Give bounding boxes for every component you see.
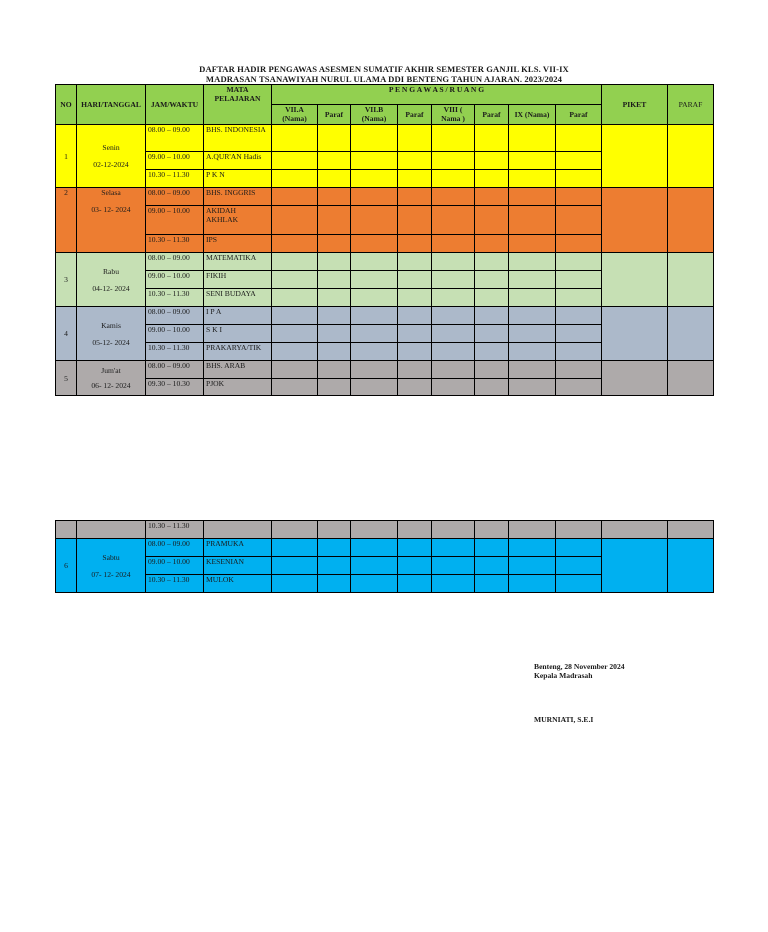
table-row	[56, 361, 714, 379]
time-cell: 10.30 – 11.30	[146, 235, 204, 253]
day-date: 04-12- 2024	[92, 283, 130, 293]
row-no: 1	[56, 125, 77, 188]
subject-cell: PRAMUKA	[204, 539, 272, 557]
subject-cell: IPS	[204, 235, 272, 253]
day-name: Jum'at	[101, 366, 121, 375]
subject-cell: MULOK	[204, 575, 272, 593]
header-viia: VII.A (Nama)	[272, 105, 318, 125]
day-name: Kamis	[101, 320, 121, 330]
table-row	[56, 521, 714, 539]
day-cell	[77, 361, 146, 396]
time-cell: 10.30 – 11.30	[146, 289, 204, 307]
header-ix: IX (Nama)	[509, 105, 556, 125]
subject-cell: A.QUR'AN Hadis	[204, 152, 272, 170]
subject-cell: SENI BUDAYA	[204, 289, 272, 307]
header-no: NO	[56, 85, 77, 125]
subject-cell: BHS. ARAB	[204, 361, 272, 379]
time-cell: 08.00 – 09.00	[146, 253, 204, 271]
subject-cell: PJOK	[204, 379, 272, 396]
subject-cell: BHS. INGGRIS	[204, 188, 272, 206]
header-row-1	[56, 85, 714, 105]
signature-position: Kepala Madrasah	[534, 671, 593, 680]
subject-cell: AKIDAH AKHLAK	[204, 206, 272, 235]
time-cell: 09.30 – 10.30	[146, 379, 204, 396]
time-cell: 08.00 – 09.00	[146, 188, 204, 206]
time-cell: 09.00 – 10.00	[146, 325, 204, 343]
document-title	[0, 64, 768, 84]
row-no: 5	[56, 361, 77, 396]
day-cell	[77, 188, 146, 253]
header-paraf-4: Paraf	[556, 105, 602, 125]
day-date: 02-12-2024	[93, 160, 129, 169]
row-no: 3	[56, 253, 77, 307]
header-paraf-2: Paraf	[398, 105, 432, 125]
signature-name: MURNIATI, S.E.I	[534, 715, 594, 724]
time-cell: 10.30 – 11.30	[146, 343, 204, 361]
subject-cell	[204, 521, 272, 539]
attendance-table-continued	[55, 520, 714, 593]
signature-place-date: Benteng, 28 November 2024	[534, 662, 625, 671]
header-piket: PIKET	[602, 85, 668, 125]
day-name: Rabu	[102, 266, 120, 276]
table-row	[56, 253, 714, 271]
signature-block	[534, 662, 625, 680]
header-hari: HARI/TANGGAL	[77, 85, 146, 125]
header-paraf-caps: PARAF	[668, 85, 714, 125]
day-cell	[77, 307, 146, 361]
subject-cell: FIKIH	[204, 271, 272, 289]
table-row	[56, 188, 714, 206]
table-row	[56, 307, 714, 325]
title-line-2: MADRASAN TSANAWIYAH NURUL ULAMA DDI BENTENG TAHUN AJARAN. 2023/2024	[205, 74, 563, 84]
day-name: Selasa	[101, 188, 121, 197]
day-cell	[77, 253, 146, 307]
header-mata-pelajaran: MATA PELAJARAN	[204, 85, 272, 125]
header-paraf-1: Paraf	[318, 105, 351, 125]
subject-cell: KESENIAN	[204, 557, 272, 575]
time-cell: 08.00 – 09.00	[146, 539, 204, 557]
day-date: 07- 12- 2024	[91, 569, 131, 579]
subject-cell: PRAKARYA/TIK	[204, 343, 272, 361]
day-date: 06- 12- 2024	[91, 381, 131, 390]
title-line-1: DAFTAR HADIR PENGAWAS ASESMEN SUMATIF AKHIR SEMESTER GANJIL KLS. VII-IX	[199, 64, 569, 74]
time-cell: 09.00 – 10.00	[146, 271, 204, 289]
time-cell: 08.00 – 09.00	[146, 307, 204, 325]
day-date: 03- 12- 2024	[91, 205, 131, 214]
day-date: 05-12- 2024	[92, 337, 130, 347]
subject-cell: P K N	[204, 170, 272, 188]
table-row	[56, 125, 714, 152]
time-cell: 09.00 – 10.00	[146, 557, 204, 575]
time-cell: 08.00 – 09.00	[146, 361, 204, 379]
time-cell: 10.30 – 11.30	[146, 170, 204, 188]
subject-cell: S K I	[204, 325, 272, 343]
header-pengawas: P E N G A W A S / R U A N G	[272, 85, 602, 105]
row-no: 4	[56, 307, 77, 361]
subject-cell: BHS. INDONESIA	[204, 125, 272, 152]
time-cell: 09.00 – 10.00	[146, 206, 204, 235]
attendance-table	[55, 84, 714, 396]
time-cell: 08.00 – 09.00	[146, 125, 204, 152]
day-cell	[77, 539, 146, 593]
day-cell	[77, 125, 146, 188]
header-viii: VIII ( Nama )	[432, 105, 475, 125]
row-no: 6	[56, 539, 77, 593]
subject-cell: I P A	[204, 307, 272, 325]
table-row	[56, 539, 714, 557]
header-jam: JAM/WAKTU	[146, 85, 204, 125]
header-paraf-3: Paraf	[475, 105, 509, 125]
day-name: Sabtu	[102, 552, 120, 562]
time-cell: 10.30 – 11.30	[146, 521, 204, 539]
day-name: Senin	[102, 143, 120, 152]
header-viib: VII.B (Nama)	[351, 105, 398, 125]
time-cell: 09.00 – 10.00	[146, 152, 204, 170]
time-cell: 10.30 – 11.30	[146, 575, 204, 593]
row-no: 2	[56, 188, 77, 253]
subject-cell: MATEMATIKA	[204, 253, 272, 271]
